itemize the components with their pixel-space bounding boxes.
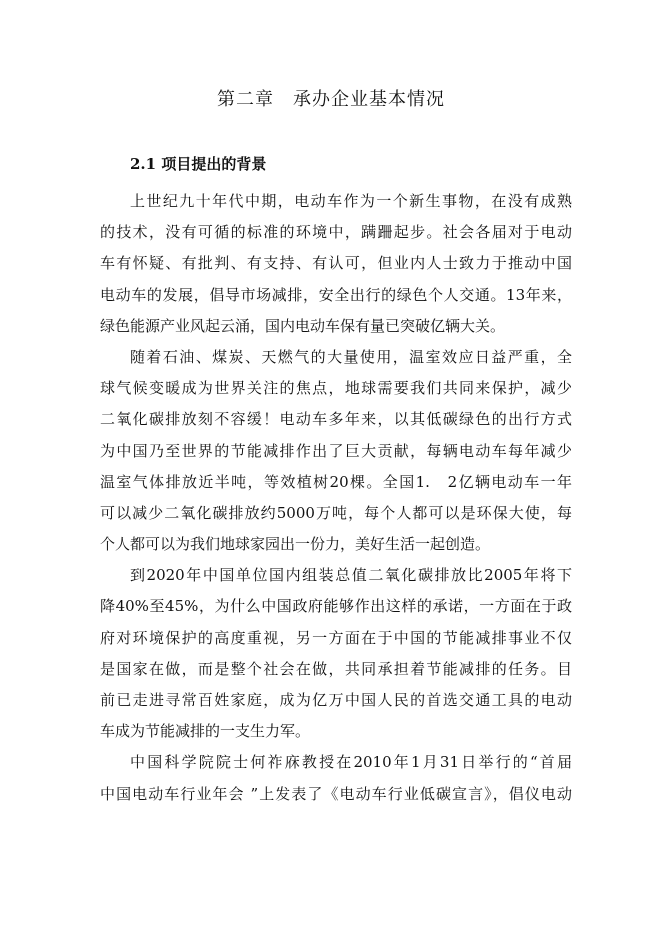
text-line: 车有怀疑、有批判、有支持、有认可，但业内人士致力于推动中国 [100, 254, 572, 273]
text-line: 个人都可以为我们地球家园出一份力，美好生活一起创造。 [100, 535, 491, 554]
text-line: 车成为节能减排的一支生力军。 [100, 722, 311, 741]
document-body [100, 186, 572, 810]
paragraph [100, 342, 572, 560]
text-line: 电动车的发展，倡导市场减排，安全出行的绿色个人交通。13年来， [100, 285, 572, 304]
chapter-title: 第二章 承办企业基本情况 [217, 89, 445, 110]
text-line: 为中国乃至世界的节能减排作出了巨大贡献，每辆电动车每年减少 [100, 441, 572, 460]
text-line: 温室气体排放近半吨，等效植树20棵。全国1. 2亿辆电动车一年 [100, 472, 572, 491]
text-line: 绿色能源产业风起云涌，国内电动车保有量已突破亿辆大关。 [100, 316, 506, 335]
text-line: 二氧化碳排放刻不容缓！电动车多年来，以其低碳绿色的出行方式 [100, 410, 572, 429]
text-line: 上世纪九十年代中期，电动车作为一个新生事物，在没有成熟 [130, 192, 572, 210]
text-line: 的技术，没有可循的标准的环境中，蹒跚起步。社会各届对于电动 [100, 223, 572, 242]
paragraph [100, 747, 572, 809]
text-line: 是国家在做，而是整个社会在做，共同承担着节能减排的任务。目 [100, 659, 572, 678]
section-heading: 2.1 项目提出的背景 [130, 155, 267, 173]
text-line: 中国科学院院士何祚庥教授在2010年1月31日举行的“首届 [130, 753, 572, 772]
text-line: 随着石油、煤炭、天燃气的大量使用，温室效应日益严重，全 [130, 347, 572, 366]
text-line: 可以减少二氧化碳排放约5000万吨，每个人都可以是环保大使，每 [100, 503, 572, 522]
text-line: 到2020年中国单位国内组装总值二氧化碳排放比2005年将下 [130, 566, 572, 585]
text-line: 降40%至45%，为什么中国政府能够作出这样的承诺，一方面在于政 [100, 597, 572, 616]
text-line: 前已走进寻常百姓家庭，成为亿万中国人民的首选交通工具的电动 [100, 691, 572, 709]
paragraph [100, 560, 572, 747]
text-line: 府对环境保护的高度重视，另一方面在于中国的节能减排事业不仅 [100, 628, 572, 647]
text-line: 中国电动车行业年会 ”上发表了《电动车行业低碳宣言》，倡仪电动 [100, 784, 572, 803]
paragraph [100, 186, 572, 342]
text-line: 球气候变暖成为世界关注的焦点，地球需要我们共同来保护，减少 [100, 379, 572, 398]
